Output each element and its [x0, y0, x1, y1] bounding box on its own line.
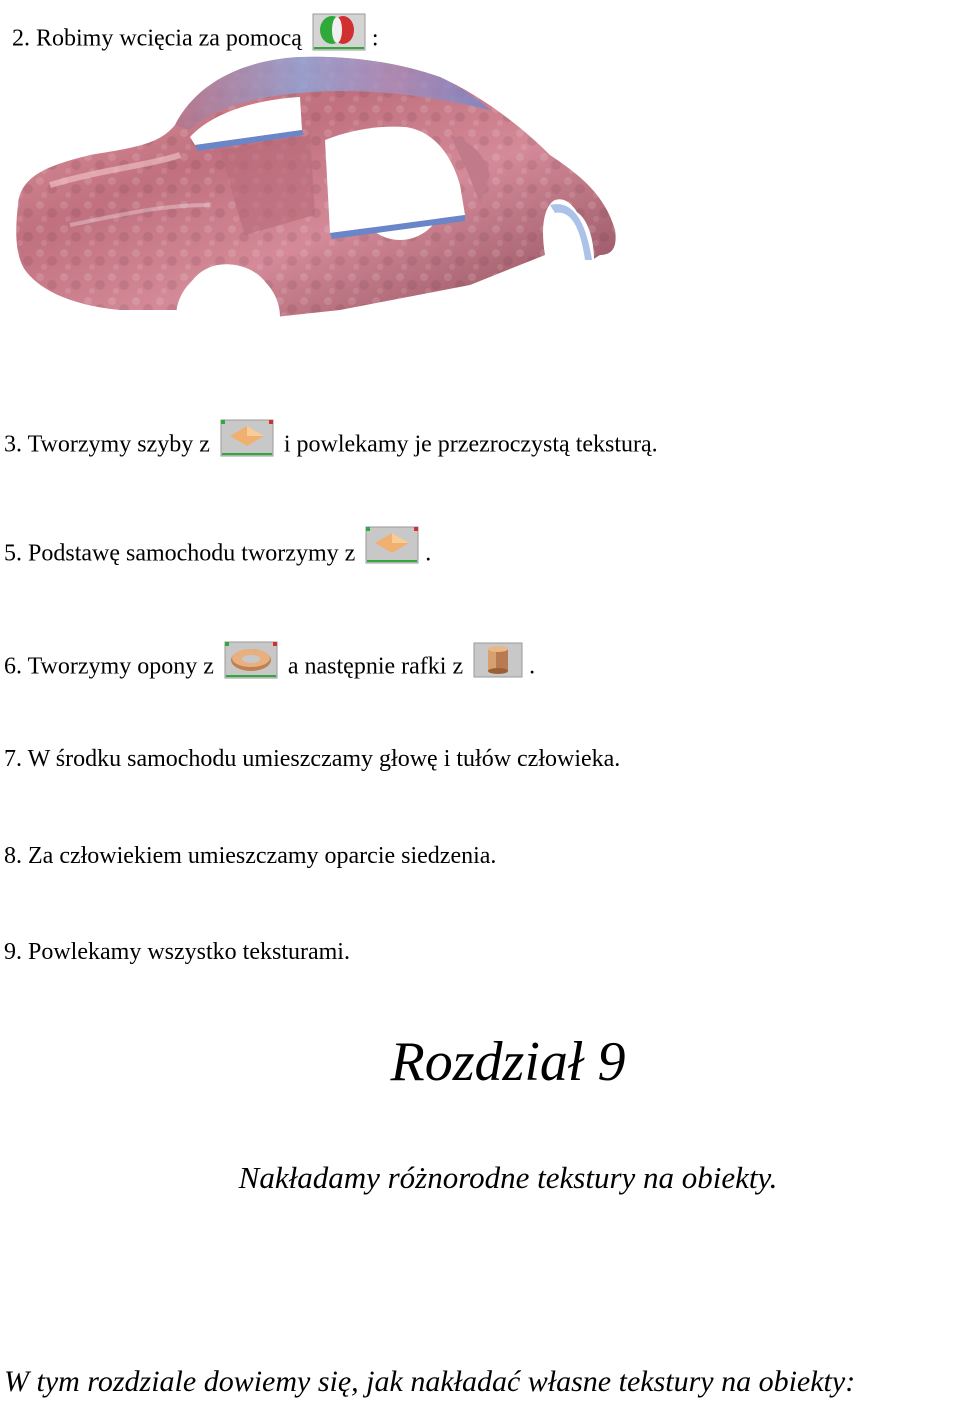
step-6-period: .: [529, 653, 536, 680]
torus-primitive-icon: [224, 640, 278, 680]
box-primitive-icon: [220, 418, 274, 458]
box-primitive-icon: [365, 525, 419, 565]
car-body-render: [10, 55, 620, 340]
step-9-line: [4, 938, 350, 966]
step-2-line: [12, 20, 379, 60]
step-8-line: [4, 842, 496, 870]
step-2-text: 2. Robimy wcięcia za pomocą: [12, 25, 302, 52]
chapter-subtitle: Nakładamy różnorodne tekstury na obiekty.: [238, 1160, 778, 1195]
step-6-text: 6. Tworzymy opony z: [4, 653, 214, 680]
cylinder-primitive-icon: [473, 641, 523, 679]
step-7-line: [4, 745, 620, 773]
step-9-text: 9. Powlekamy wszystko teksturami.: [4, 939, 350, 965]
step-3-text-after: i powlekamy je przezroczystą teksturą.: [283, 431, 658, 458]
step-5-line: [4, 535, 431, 575]
boolean-subtract-icon: [312, 12, 366, 52]
step-7-text: 7. W środku samochodu umieszczamy głowę i tułów człowieka.: [4, 746, 621, 772]
step-5-period: .: [425, 540, 432, 567]
step-8-text: 8. Za człowiekiem umieszczamy oparcie siedzenia.: [4, 843, 497, 869]
step-5-text: 5. Podstawę samochodu tworzymy z: [4, 540, 356, 567]
step-2-colon: :: [371, 25, 379, 52]
step-3-line: [4, 426, 658, 466]
step-6-line: [4, 648, 535, 688]
step-3-text: 3. Tworzymy szyby z: [4, 431, 210, 458]
chapter-title: Rozdział 9: [390, 1031, 626, 1093]
chapter-intro: W tym rozdziale dowiemy się, jak nakładać własne tekstury na obiekty:: [4, 1365, 856, 1398]
step-6-text-middle: a następnie rafki z: [287, 653, 464, 680]
